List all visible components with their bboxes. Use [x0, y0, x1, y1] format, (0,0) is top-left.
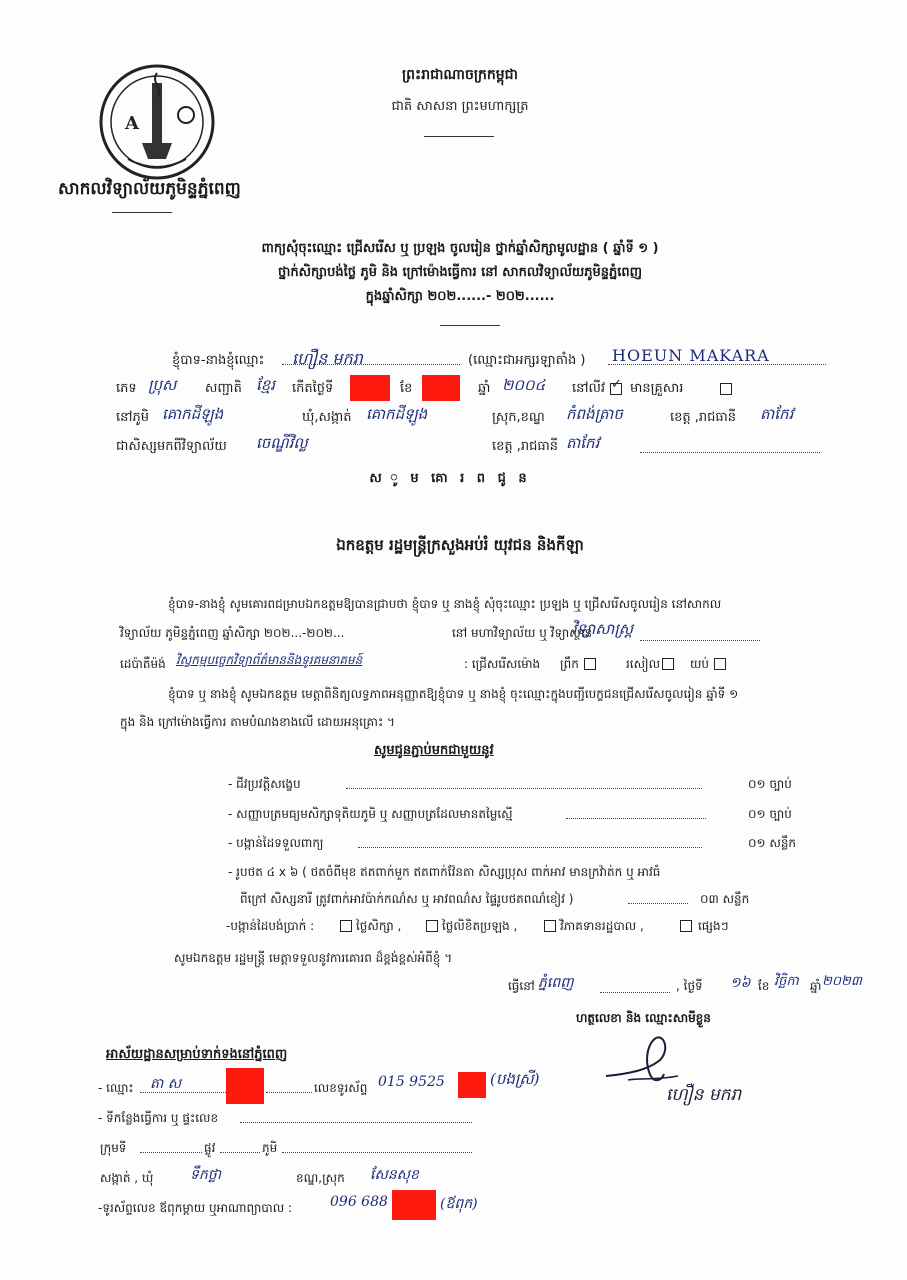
parent-phone-value: 096 688: [330, 1194, 388, 1210]
school-label: ជាសិស្សមកពីវិទ្យាល័យ: [116, 439, 227, 454]
faculty-value: វិទ្យាសាស្ត្រ: [572, 620, 634, 638]
shift-evening-checkbox[interactable]: [662, 658, 674, 670]
district-label: ស្រុក,ខណ្ឌ: [492, 410, 545, 425]
divider: [440, 325, 500, 326]
redaction-box: [458, 1072, 486, 1098]
attachment-qty: ០១ ច្បាប់: [748, 777, 792, 791]
receipt-exam-checkbox[interactable]: [426, 920, 438, 932]
photo-item-line1: - រូបថត ៤ x ៦ ( ថតចំពីមុខ ឥតពាក់មួក ឥតពាក់វ៉ែនតា សិស្សប្រុស ពាក់អាវ មានក្រវ៉ាត់ក ឬ អាវធំ: [228, 865, 661, 879]
school-province-value: តាកែវ: [566, 434, 600, 452]
contact-commune-value: ទឹកថ្លា: [190, 1167, 222, 1183]
contact-phone-value: 015 9525: [378, 1074, 445, 1090]
shift-morning-checkbox[interactable]: [584, 658, 596, 670]
department-value: វិស្វកម្មបច្ចេកវិទ្យាព័ត៌មាននិងទូរគមនាគមន៍: [176, 653, 363, 667]
street-label: ផ្លូវ: [204, 1141, 216, 1155]
redaction-box: [392, 1190, 436, 1220]
contact-district-value: សែនសុខ: [370, 1167, 419, 1183]
receipt-tuition-label: ថ្លៃសិក្សា ,: [356, 919, 402, 933]
body-p2-line1: ខ្ញុំបាទ ឬ នាងខ្ញុំ សូមឯកឧត្តម មេត្តាពិនិត្យលទ្ធភាពអនុញ្ញាតឱ្យខ្ញុំបាទ ឬ នាងខ្ញុំ ចុះឈ្មោះក្នុងបញ្ជីបេក្ខជនជ្រើសរើសចូលរៀន ឆ្នាំទី ១: [168, 687, 739, 701]
addressee: ឯកឧត្តម រដ្ឋមន្ត្រីក្រសួងអប់រំ យុវជន និងកីឡា: [336, 536, 584, 554]
kingdom-header: ព្រះរាជាណាចក្រកម្ពុជា: [401, 67, 518, 83]
latin-name-value: HOEUN MAKARA: [612, 346, 770, 365]
closing-line: សូមឯកឧត្តម រដ្ឋមន្ត្រី មេត្តាទទួលនូវការគោរព ដ៏ខ្ពង់ខ្ពស់អំពីខ្ញុំ ។: [174, 951, 453, 965]
day-value: ១៦: [730, 975, 751, 991]
receipt-exam-label: ថ្លៃលិខិតប្រឡង ,: [442, 919, 518, 933]
body-p1-line2b: នៅ មហាវិទ្យាល័យ ឬ វិទ្យាស្ថាន: [452, 626, 593, 640]
contact-title: អាស័យដ្ឋានសម្រាប់ទាក់ទងនៅភ្នំពេញ: [106, 1047, 288, 1062]
contact-name-label: - ឈ្មោះ: [98, 1081, 134, 1095]
contact-relation-value: (បងស្រី): [490, 1070, 540, 1088]
sex-value: ប្រុស: [148, 376, 177, 394]
redaction-box: [422, 375, 460, 401]
body-p1-line1: ខ្ញុំបាទ-នាងខ្ញុំ សូមគោរពជម្រាបឯកឧត្តមឱ្យបានជ្រាបថា ខ្ញុំបាទ ឬ នាងខ្ញុំ សុំចុះឈ្មោះ ប្រឡង ឬ ជ្រើសរើសចូលរៀន នៅសាកល: [168, 597, 722, 611]
village-label: នៅភូមិ: [116, 410, 150, 425]
nationality-value: ខ្មែរ: [256, 376, 276, 394]
contact-village-label: ភូមិ: [262, 1141, 278, 1155]
commune-label: ឃុំ,សង្កាត់: [302, 410, 352, 425]
name-label: ខ្ញុំបាទ-នាងខ្ញុំឈ្មោះ: [172, 353, 265, 368]
made-at-label: ធ្វើនៅ: [508, 979, 535, 993]
contact-phone-label: លេខទូរស័ព្ទ: [314, 1081, 368, 1095]
divider: [112, 212, 172, 213]
department-label: ដេប៉ាតឺម៉ង់: [120, 657, 166, 671]
group-line: [140, 1152, 202, 1153]
made-at-value: ភ្នំពេញ: [538, 975, 574, 991]
form-title-line1: ពាក្យសុំចុះឈ្មោះ ជ្រើសរើស ឬ ប្រឡង ចូលរៀន ថ្នាក់ឆ្នាំសិក្សាមូលដ្ឋាន ( ឆ្នាំទី ១ ): [261, 241, 659, 256]
body-p1-line2: វិទ្យាល័យ ភូមិន្ទភ្នំពេញ ឆ្នាំសិក្សា ២០២...-២០២...: [120, 626, 345, 640]
body-p2-line2: ក្នុង និង ក្រៅម៉ោងធ្វើការ តាមបំណងខាងលើ ដោយអនុគ្រោះ ។: [120, 715, 395, 729]
contact-village-line: [282, 1152, 472, 1153]
attachment-item: - បង្កាន់ដៃទទួលពាក្យ: [228, 836, 324, 850]
attachments-title: សូមជូនភ្ជាប់មកជាមួយនូវ: [374, 743, 494, 758]
attachment-qty: ០១ សន្លឹក: [748, 836, 797, 850]
married-label: មានគ្រួសារ: [630, 381, 684, 396]
receipt-other-checkbox[interactable]: [680, 920, 692, 932]
shift-night-checkbox[interactable]: [714, 658, 726, 670]
contact-name-value: តា ស: [150, 1076, 182, 1092]
month-label: ខែ: [758, 979, 770, 993]
shift-night-label: យប់: [690, 657, 710, 671]
svg-text:A: A: [125, 113, 139, 134]
handwritten-signature-icon: [598, 1030, 708, 1090]
attachment-item: - សញ្ញាបត្រមធ្យមសិក្សាទុតិយភូមិ ឬ សញ្ញាបត្រដែលមានតម្លៃស្មើ: [228, 807, 513, 821]
name-value: ហឿន មករា: [292, 349, 363, 368]
attachment-dots: [358, 847, 702, 848]
married-checkbox[interactable]: [720, 383, 732, 395]
province-label: ខេត្ត ,រាជធានី: [670, 410, 737, 425]
attachment-item: - ជីវប្រវត្តិសង្ខេប: [228, 777, 301, 791]
redaction-box: [226, 1068, 264, 1104]
parent-relation-value: (ឪពុក): [440, 1196, 478, 1212]
month-value: វិច្ឆិកា: [774, 974, 799, 989]
sex-label: ភេទ: [116, 381, 137, 396]
photo-dots: [628, 903, 688, 904]
shift-evening-label: រសៀល: [626, 657, 661, 671]
workplace-label: - ទីកន្លែងធ្វើការ ឬ ផ្ទះលេខ: [98, 1111, 219, 1125]
made-at-dots: [600, 992, 670, 993]
form-title-line3: ក្នុងឆ្នាំសិក្សា ២០២......- ២០២......: [365, 289, 555, 304]
signature-name: ហឿន មករា: [666, 1085, 742, 1105]
faculty-field-line: [640, 640, 760, 641]
parent-phone-label: -ទូរស័ព្ទលេខ ឪពុកម្តាយ ឬអាណាព្យាបាល :: [98, 1201, 293, 1215]
nationality-label: សញ្ជាតិ: [205, 381, 242, 396]
receipt-label: -បង្កាន់ដៃបង់ប្រាក់ :: [226, 919, 315, 933]
contact-commune-label: សង្កាត់ , ឃុំ: [100, 1171, 154, 1185]
day-label: , ថ្ងៃទី: [676, 979, 703, 993]
university-seal-icon: [98, 63, 216, 181]
receipt-admin-checkbox[interactable]: [544, 920, 556, 932]
receipt-other-label: ផ្សេងៗ: [698, 919, 729, 933]
signature-label: ហត្ថលេខា និង ឈ្មោះសាមីខ្លួន: [576, 1011, 711, 1025]
contact-district-label: ខណ្ឌ,ស្រុក: [296, 1171, 345, 1185]
attachment-dots: [566, 818, 706, 819]
shift-morning-label: ព្រឹក: [560, 657, 579, 671]
attachment-dots: [346, 788, 702, 789]
university-name: សាកលវិទ្យាល័យភូមិន្ទភ្នំពេញ: [58, 179, 241, 199]
receipt-admin-label: វិភាគទានរដ្ឋបាល ,: [560, 919, 644, 933]
single-check-mark: ✓: [611, 377, 622, 392]
year-label: ឆ្នាំ: [810, 979, 822, 993]
school-value: ចេណ្ឌីវិល្ល: [256, 434, 308, 452]
photo-qty: ០៣ សន្លឹក: [700, 892, 750, 906]
commune-value: គោកដីឡូង: [366, 405, 428, 423]
attachment-qty: ០១ ច្បាប់: [748, 807, 792, 821]
school-province-field-line: [640, 452, 820, 453]
receipt-tuition-checkbox[interactable]: [340, 920, 352, 932]
shift-label: : ជ្រើសរើសម៉ោង: [464, 657, 541, 671]
national-motto: ជាតិ សាសនា ព្រះមហាក្សត្រ: [391, 99, 529, 114]
dob-month-label: ខែ: [400, 381, 413, 396]
street-line: [220, 1152, 260, 1153]
dob-year-label: ឆ្នាំ: [478, 381, 491, 396]
year-value: ២០២៣: [822, 974, 862, 989]
province-value: តាកែវ: [760, 405, 794, 423]
form-title-line2: ថ្នាក់សិក្សាបង់ថ្លៃ ភូមិ និង ក្រៅម៉ោងធ្វើការ នៅ សាកលវិទ្យាល័យភូមិន្ទភ្នំពេញ: [278, 265, 642, 280]
divider: [424, 136, 494, 137]
photo-item-line2: ពីក្រៅ សិស្សនារី ត្រូវពាក់អាវប៉ាក់កណ៌ស ឬ អាវពណ៌ស ផ្ទៃរូបថតពណ៌ខៀវ ): [240, 892, 574, 906]
district-value: កំពង់ត្រាច: [566, 405, 623, 423]
respect-line: ស ូ ម គោ រ ព ជូ ន: [369, 471, 531, 486]
dob-year-value: ២០០៤: [502, 376, 546, 394]
contact-name-line: [266, 1092, 312, 1093]
group-label: ក្រុមទី: [100, 1141, 127, 1155]
latin-name-label: (ឈ្មោះជាអក្សរឡាតាំង ): [468, 353, 586, 368]
school-province-label: ខេត្ត ,រាជធានី: [492, 439, 559, 454]
village-value: គោកដីឡូង: [162, 405, 224, 423]
redaction-box: [350, 375, 390, 401]
workplace-line: [240, 1122, 472, 1123]
dob-day-label: កើតថ្ងៃទី: [292, 381, 334, 396]
single-label: នៅលីវ: [572, 381, 606, 396]
